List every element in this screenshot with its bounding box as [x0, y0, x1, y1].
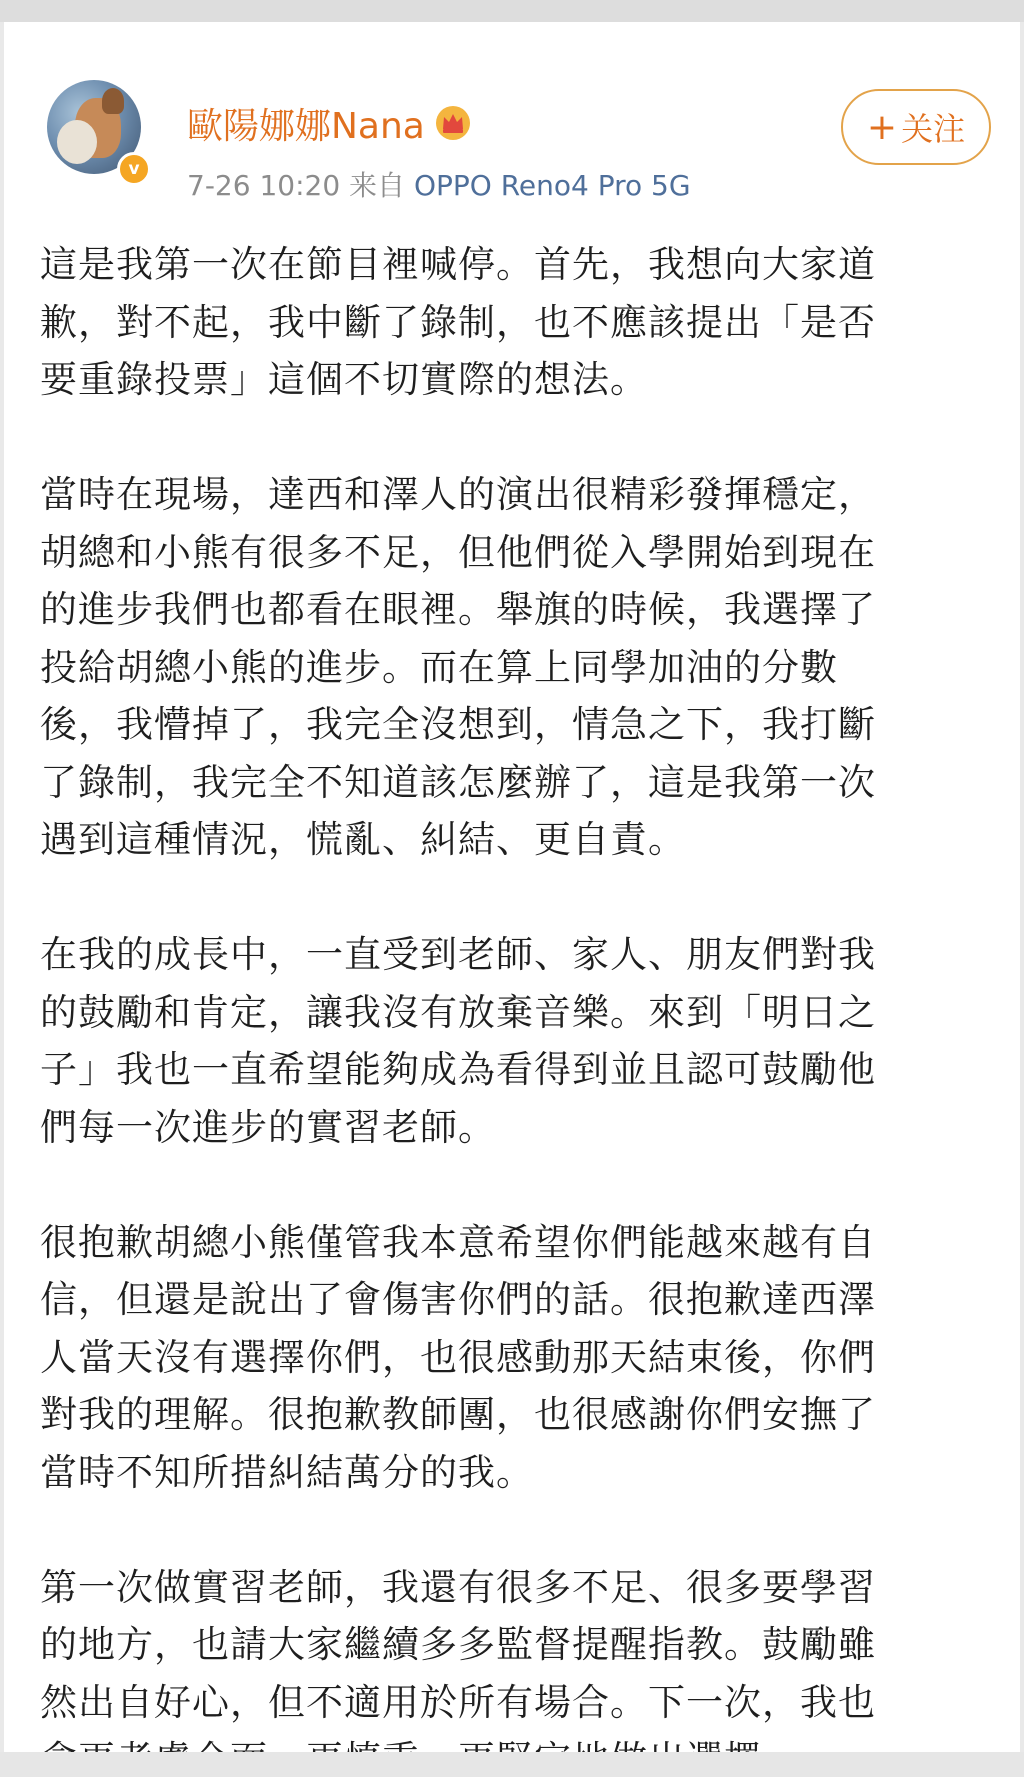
avatar[interactable] — [47, 80, 141, 179]
bottom-edge — [0, 1752, 1024, 1777]
post-text-line: 子」我也一直希望能夠成為看得到並且認可鼓勵他 — [40, 1048, 876, 1091]
post-text-line: 的鼓勵和肯定，讓我沒有放棄音樂。來到「明日之 — [40, 990, 876, 1034]
plus-icon: + — [866, 106, 898, 148]
post-text-line: 人當天沒有選擇你們，也很感動那天結束後，你們 — [40, 1335, 876, 1379]
post-text-line: 了錄制，我完全不知道該怎麼辦了，這是我第一次 — [40, 760, 876, 804]
post-timestamp: 7-26 10:20 — [187, 169, 341, 202]
post-text-line: 然出自好心，但不適用於所有場合。下一次，我也 — [40, 1680, 876, 1724]
follow-label: 关注 — [901, 110, 966, 148]
paragraph-gap — [40, 409, 984, 467]
username-row — [187, 98, 471, 148]
post-meta — [187, 164, 691, 204]
follow-button[interactable] — [841, 89, 991, 165]
post-text-line: 胡總和小熊有很多不足，但他們從入學開始到現在 — [40, 530, 876, 574]
device-source-link[interactable]: OPPO Reno4 Pro 5G — [413, 169, 691, 202]
username[interactable]: 歐陽娜娜Nana — [187, 105, 425, 147]
post-text-line: 信，但還是說出了會傷害你們的話。很抱歉達西澤 — [40, 1278, 876, 1321]
post-text-line: 很抱歉胡總小熊僅管我本意希望你們能越來越有自 — [40, 1220, 876, 1264]
post-text-line: 的地方，也請大家繼續多多監督提醒指教。鼓勵雖 — [40, 1623, 876, 1666]
crown-icon — [435, 105, 471, 141]
paragraph-gap — [40, 1156, 984, 1214]
verified-badge-icon: v — [117, 152, 151, 186]
post-text-line: 這是我第一次在節目裡喊停。首先，我想向大家道 — [40, 243, 876, 286]
post-text-line: 當時不知所措糾結萬分的我。 — [40, 1450, 534, 1494]
post-text-line: 遇到這種情況，慌亂、糾結、更自責。 — [40, 818, 686, 861]
paragraph-gap — [40, 1501, 984, 1559]
source-prefix: 来自 — [349, 169, 406, 202]
post-text-line: 後，我懵掉了，我完全沒想到，情急之下，我打斷 — [40, 703, 876, 746]
paragraph-gap — [40, 869, 984, 927]
post-text-line: 對我的理解。很抱歉教師團，也很感謝你們安撫了 — [40, 1393, 876, 1436]
post-text-line: 的進步我們也都看在眼裡。舉旗的時候，我選擇了 — [40, 588, 876, 631]
post-text-line: 投給胡總小熊的進步。而在算上同學加油的分數 — [40, 645, 838, 689]
weibo-post-card — [4, 22, 1020, 1777]
top-edge — [0, 0, 1024, 22]
post-text-line: 當時在現場，達西和澤人的演出很精彩發揮穩定， — [40, 473, 876, 516]
post-text-line: 要重錄投票」這個不切實際的想法。 — [40, 358, 648, 401]
post-text-line: 在我的成長中，一直受到老師、家人、朋友們對我 — [40, 933, 876, 976]
post-body-text — [40, 236, 984, 1777]
post-text-line: 歉，對不起，我中斷了錄制，也不應該提出「是否 — [40, 300, 876, 344]
post-text-line: 第一次做實習老師，我還有很多不足、很多要學習 — [40, 1565, 876, 1609]
post-text-line: 們每一次進步的實習老師。 — [40, 1105, 496, 1149]
